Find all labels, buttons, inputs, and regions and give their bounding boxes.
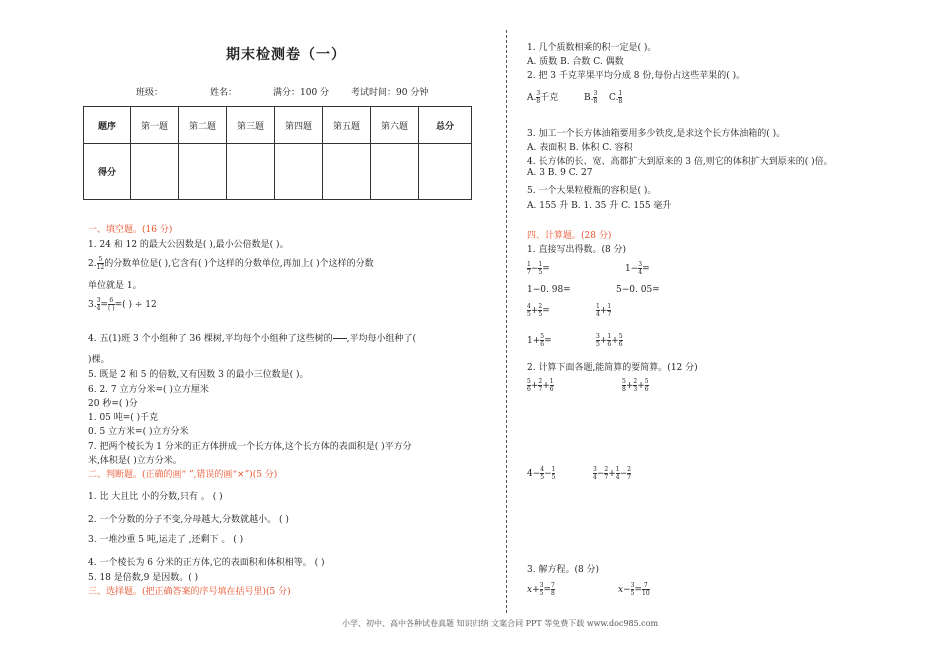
question-3-1: 1. 几个质数相乘的积一定是( )。 (527, 43, 657, 53)
calc-item: $\frac{1}{7}$ − $\frac{1}{5}$ = (527, 261, 550, 276)
score-table-cell: 总分 (419, 107, 472, 144)
question-1-2-cont: 单位就是 1。 (88, 281, 142, 291)
score-table-cell: 得分 (84, 144, 131, 200)
section-4-title: 四、计算题。(28 分) (527, 231, 612, 241)
simplify-item: $\frac{5}{8}$ + $\frac{2}{3}$ + $\frac{5}{6}$ (622, 378, 649, 393)
question-1-7-cont: 米,体积是( )立方分米。 (88, 456, 182, 466)
question-1-5: 5. 既是 2 和 5 的倍数,又有因数 3 的最小三位数是( )。 (88, 370, 309, 380)
calc-item: $\frac{1}{4}$ + $\frac{1}{7}$ (596, 303, 612, 318)
score-table-cell: 第二题 (179, 107, 227, 144)
question-1-4: 4. 五(1)班 3 个小组种了 36 棵树,平均每个小组种了这些树的 ,平均每小组种了( (88, 331, 416, 346)
column-divider (506, 30, 507, 613)
question-3-5-options: A. 155 升 B. 1. 35 升 C. 155 毫升 (527, 201, 672, 211)
score-input-cell[interactable] (275, 144, 323, 200)
question-3-5: 5. 一个大果粒橙瓶的容积是( )。 (527, 186, 657, 196)
equation-item: x− $\frac{3}{5}$ = $\frac{7}{10}$ (618, 582, 650, 597)
section-2-title: 二、判断题。(正确的画“ ”,错误的画“×”)(5 分) (88, 470, 278, 480)
fraction: $\frac{5}{12}$ (96, 256, 105, 271)
question-3-1-options: A. 质数 B. 合数 C. 偶数 (527, 57, 624, 67)
question-1-3: 3. $\frac{3}{4}$ = $\frac{6}{( )}$ =( ) ÷ 12 (88, 297, 157, 312)
question-4-3: 3. 解方程。(8 分) (527, 565, 600, 575)
question-1-4-cont: )棵。 (88, 355, 110, 365)
question-2-5: 5. 18 是倍数,9 是因数。( ) (88, 573, 199, 583)
score-table-cell: 第四题 (275, 107, 323, 144)
question-1-6a: 6. 2. 7 立方分米=( )立方厘米 (88, 385, 209, 395)
question-1-1: 1. 24 和 12 的最大公因数是( ),最小公倍数是( )。 (88, 240, 289, 250)
score-table-cell: 第一题 (131, 107, 179, 144)
question-3-4: 4. 长方体的长、宽、高都扩大到原来的 3 倍,则它的体积扩大到原来的( )倍。 (527, 157, 833, 167)
score-table-score-row (84, 144, 472, 200)
score-table-cell: 第三题 (227, 107, 275, 144)
name-label: 姓名： (210, 88, 238, 98)
question-3-2: 2. 把 3 千克苹果平均分成 8 份,每份占这些苹果的( )。 (527, 71, 746, 81)
equation-item: x+ $\frac{3}{5}$ = $\frac{7}{8}$ (527, 582, 555, 597)
question-3-4-options: A. 3 B. 9 C. 27 (527, 168, 593, 178)
question-2-2: 2. 一个分数的分子不变,分母越大,分数就越小。 ( ) (88, 515, 289, 525)
question-1-6d: 0. 5 立方米=( )立方分米 (88, 427, 189, 437)
footer-text: 小学、初中、高中各种试卷真题 知识归纳 文案合同 PPT 等免费下载 www.doc985.com (342, 619, 659, 628)
question-1-6b: 20 秒=( )分 (88, 399, 138, 409)
score-table-cell: 第六题 (371, 107, 419, 144)
calc-item: 1− $\frac{3}{4}$ = (625, 261, 650, 276)
question-4-2: 2. 计算下面各题,能简算的要简算。(12 分) (527, 363, 698, 373)
calc-item: $\frac{3}{5}$ + $\frac{1}{6}$ + $\frac{5}{6}$ (596, 333, 623, 348)
question-3-2-options: A. $\frac{3}{8}$ 千克 B. $\frac{3}{8}$ C. $\frac{1}{8}$ (527, 90, 623, 105)
full-score: 满分：100 分 (273, 88, 330, 98)
question-1-2: 2. $\frac{5}{12}$ 的分数单位是( ),它含有( )个这样的分数单位,再加上( )个这样的分数 (88, 256, 374, 271)
calc-item: 5−0. 05= (616, 285, 660, 295)
simplify-item: $\frac{5}{6}$ + $\frac{2}{7}$ + $\frac{1}{6}$ (527, 378, 554, 393)
simplify-item: $\frac{3}{4}$ − $\frac{2}{7}$ + $\frac{1}{4}$ − $\frac{2}{7}$ (593, 466, 631, 481)
question-2-3: 3. 一堆沙重 5 吨,运走了 ,还剩下 。 ( ) (88, 535, 244, 545)
score-input-cell[interactable] (131, 144, 179, 200)
score-table-cell: 题序 (84, 107, 131, 144)
score-input-cell[interactable] (323, 144, 371, 200)
section-1-title: 一、填空题。(16 分) (88, 225, 173, 235)
score-input-cell[interactable] (419, 144, 472, 200)
question-3-3: 3. 加工一个长方体油箱要用多少铁皮,是求这个长方体油箱的( )。 (527, 129, 786, 139)
question-4-1: 1. 直接写出得数。(8 分) (527, 245, 627, 255)
page-title: 期末检测卷（一） (226, 47, 346, 63)
score-input-cell[interactable] (179, 144, 227, 200)
simplify-item: 4− $\frac{4}{5}$ − $\frac{1}{5}$ (527, 466, 556, 481)
calc-item: 1+ $\frac{5}{6}$ = (527, 333, 552, 348)
score-table (83, 106, 472, 200)
question-1-6c: 1. 05 吨=( )千克 (88, 413, 159, 423)
question-2-4: 4. 一个棱长为 6 分米的正方体,它的表面积和体积相等。 ( ) (88, 558, 325, 568)
calc-item: $\frac{4}{5}$ + $\frac{2}{5}$ = (527, 303, 550, 318)
question-3-3-options: A. 表面积 B. 体积 C. 容积 (527, 143, 633, 153)
class-label: 班级： (136, 88, 164, 98)
exam-time: 考试时间：90 分钟 (351, 88, 429, 98)
question-1-7: 7. 把两个棱长为 1 分米的正方体拼成一个长方体,这个长方体的表面积是( )平方分 (88, 442, 412, 452)
score-input-cell[interactable] (227, 144, 275, 200)
section-3-title: 三、选择题。(把正确答案的序号填在括号里)(5 分) (88, 587, 291, 597)
calc-item: 1−0. 98= (527, 285, 571, 295)
score-input-cell[interactable] (371, 144, 419, 200)
question-2-1: 1. 比 大且比 小的分数,只有 。 ( ) (88, 492, 223, 502)
score-table-header-row (84, 107, 472, 144)
score-table-cell: 第五题 (323, 107, 371, 144)
